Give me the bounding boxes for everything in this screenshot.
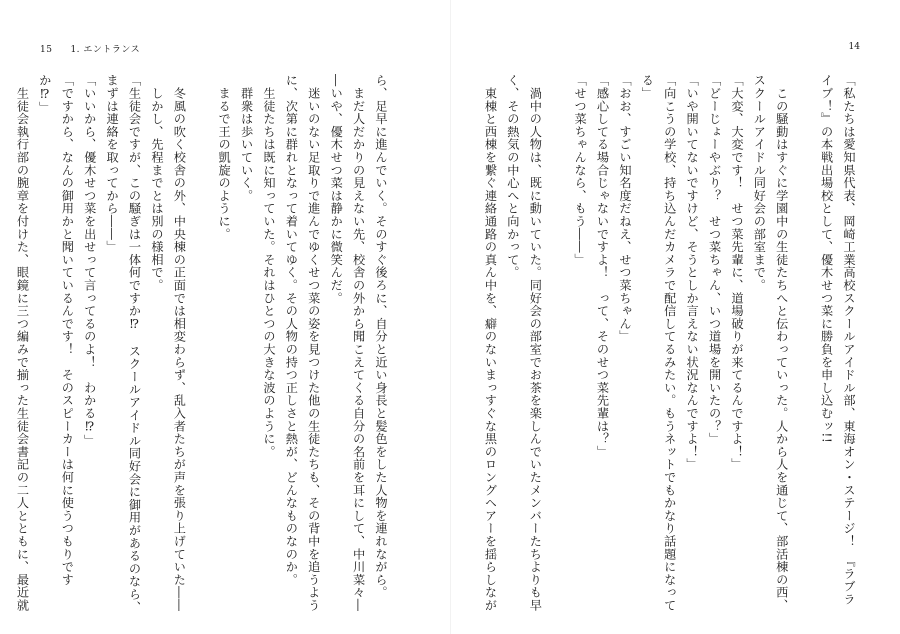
text-line: に、次第に群れとなって着いてゆく。その人物の持つ正しさと熱が、どんなものなのか。 xyxy=(284,74,299,586)
text-line: 「ですから、なんの御用かと聞いているんです！ そのスピーカーは何に使うつもりです xyxy=(60,74,75,586)
text-line: 冬風の吹く校舎の外、中央棟の正面では相変わらず、乱入者たちが声を張り上げていた―― xyxy=(172,74,187,612)
text-line: 「いや開いてないですけど、そうとしか言えない状況なんですよ！」 xyxy=(685,74,700,471)
text-line: しかし、先程までとは別の様相で。 xyxy=(149,74,164,292)
text-line: イブ！』の本戦出場校として、優木せつ菜に勝負を申し込むッ!! xyxy=(819,74,834,444)
text-line: 「せつ菜ちゃんなら、もう――」 xyxy=(573,74,588,266)
text-line: く、その熱気の中心へと向かって。 xyxy=(505,74,520,279)
text-line: 生徒たちは既に知っていた。それはひとつの大きな波のように。 xyxy=(261,74,276,458)
text-line: 迷いのない足取りで進んでゆくせつ菜の姿を見つけた他の生徒たちも、その背中を追うよう xyxy=(306,74,321,612)
text-line: まだ人だかりの見えない先、校舎の外から聞こえてくる自分の名前を耳にして、中川菜々― xyxy=(351,74,366,612)
text-line: 「大変、大変です！ せつ菜先輩に、道場破りが来てるんですよ！」 xyxy=(729,74,744,471)
text-line: る」 xyxy=(640,74,655,100)
chapter-title: 1. エントランス xyxy=(70,45,141,55)
left-page-header xyxy=(40,42,140,55)
left-page-body xyxy=(15,74,392,614)
text-line: この騒動はすぐに学園中の生徒たちへと伝わっていった。人から人を通じて、部活棟の西、 xyxy=(774,74,789,612)
text-line: ―いや、優木せつ菜は静かに微笑んだ。 xyxy=(329,74,344,305)
right-page-number: 14 xyxy=(848,42,860,52)
text-line: か⁉」 xyxy=(37,74,52,115)
text-line: 群衆は歩いていく。 xyxy=(239,74,254,202)
text-line: ら、足早に進んでいく。そのすぐ後ろに、自分と近い身長と髪色をした人物を連れながら。 xyxy=(374,74,388,599)
text-line: 「いいから、優木せつ菜を出せって言ってるのよ！ わかる⁉」 xyxy=(82,74,97,447)
text-line: 「おお、すごい知名度だねえ、せつ菜ちゃん」 xyxy=(617,74,632,343)
text-line: 渦中の人物は、既に動いていた。同好会の部室でお茶を楽しんでいたメンバーたちよりも早 xyxy=(528,74,543,612)
text-line: 「感心してる場合じゃないですよ！ って、そのせつ菜先輩は？」 xyxy=(595,74,610,458)
page-gutter xyxy=(450,0,451,634)
text-line xyxy=(190,74,212,614)
text-line: 「どーじょーやぶり？ せつ菜ちゃん、いつ道場を開いたの？」 xyxy=(707,74,722,446)
text-line: 「向こうの学校、持ち込んだカメラで配信してるみたい。もうネットでもかなり話題になって xyxy=(662,74,677,612)
text-line xyxy=(793,74,815,614)
right-page-body xyxy=(458,74,860,614)
text-line: まるで王の凱旋のように。 xyxy=(217,74,232,241)
text-line: 「私たちは愛知県代表、岡崎工業高校スクールアイドル部、東海オン・ステージ！ 『ラブラ xyxy=(842,74,856,606)
text-line: 生徒会執行部の腕章を付けた、眼鏡に三つ編みで揃った生徒会書記の二人とともに、最近就 xyxy=(15,74,30,612)
text-line: 「生徒会ですが、この騒ぎは一体何ですか⁉ スクールアイドル同好会に御用があるのなら、 xyxy=(127,74,142,614)
text-line: 東棟と西棟を繋ぐ連絡通路の真ん中を、癖のないまっすぐな黒のロングヘアーを揺らしなが xyxy=(483,74,498,612)
text-line: スクールアイドル同好会の部室まで。 xyxy=(752,74,767,292)
left-page-number: 15 xyxy=(40,45,53,55)
right-page-header xyxy=(849,42,860,52)
text-line xyxy=(546,74,568,614)
text-line: まずは連絡を取ってから――」 xyxy=(105,74,120,254)
